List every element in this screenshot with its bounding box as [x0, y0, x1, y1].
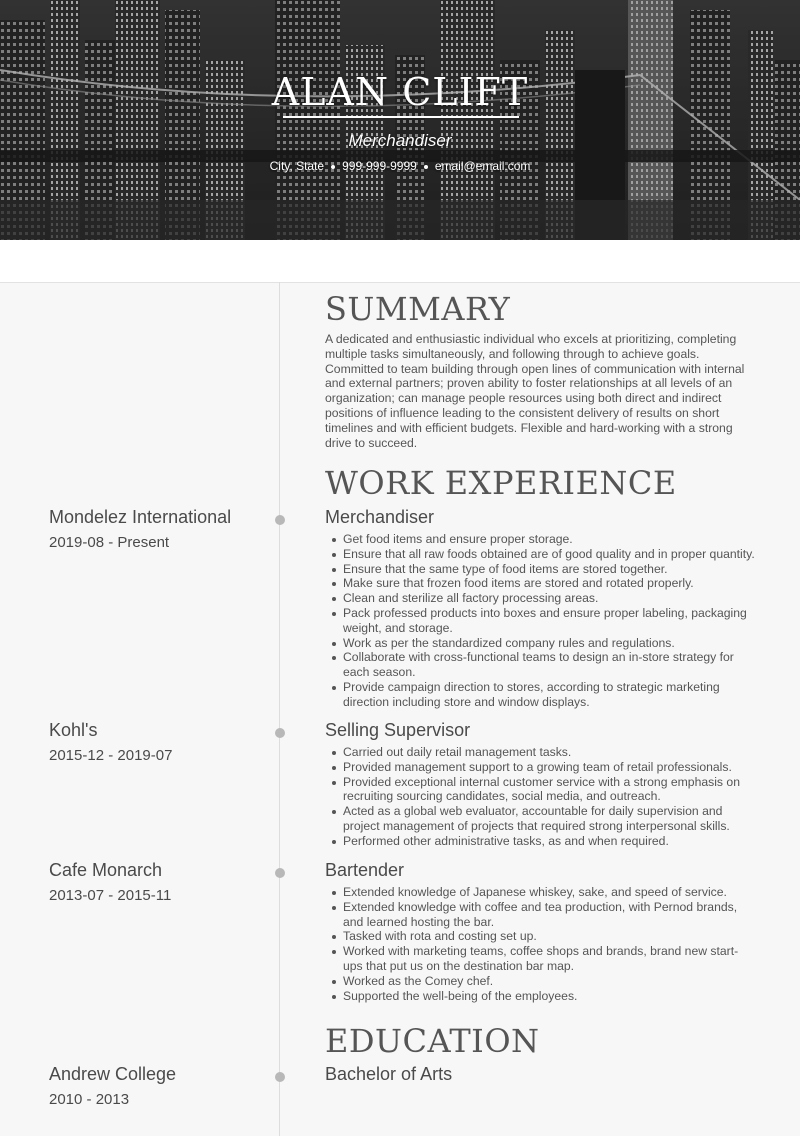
job-bullets — [325, 532, 757, 710]
summary-heading: SUMMARY — [325, 290, 511, 328]
job-title: Bartender — [325, 860, 405, 880]
job-company-block — [49, 720, 172, 764]
timeline-dot — [275, 1072, 285, 1082]
education-dates: 2010 - 2013 — [49, 1091, 130, 1108]
job-company: Mondelez International — [49, 507, 232, 527]
timeline-dot — [275, 868, 285, 878]
job-details — [325, 507, 757, 710]
list-item: Extended knowledge of Japanese whiskey, sake, and speed of service. — [325, 885, 757, 900]
job-bullets — [325, 885, 757, 1003]
list-item: Clean and sterilize all factory processing areas. — [325, 591, 757, 606]
job-dates: 2015-12 - 2019-07 — [49, 747, 173, 764]
list-item: Get food items and ensure proper storage. — [325, 532, 757, 547]
list-item: Worked as the Comey chef. — [325, 974, 757, 989]
job-dates: 2013-07 - 2015-11 — [49, 887, 172, 904]
list-item: Provided exceptional internal customer service with a strong emphasis on recruiting sourcing candidates, social media, and outreach. — [325, 775, 757, 805]
job-dates: 2019-08 - Present — [49, 534, 170, 551]
candidate-role: Merchandiser — [348, 131, 452, 150]
list-item: Ensure that all raw foods obtained are of good quality and in proper quantity. — [325, 547, 757, 562]
job-company: Kohl's — [49, 720, 98, 740]
list-item: Carried out daily retail management tasks. — [325, 745, 757, 760]
timeline-line — [279, 282, 280, 1136]
job-title: Merchandiser — [325, 507, 435, 527]
name-underline — [283, 116, 519, 118]
education-heading: EDUCATION — [325, 1022, 540, 1060]
separator-dot — [424, 165, 428, 169]
job-details — [325, 860, 757, 1003]
contact-line — [0, 159, 800, 173]
summary-text: A dedicated and enthusiastic individual who excels at prioritizing, completing multiple tasks simultaneously, and following through to achieve goals. Committed to team building through open lines of communication with internal and external partners; proven ability to foster relationships at all levels of an organization; can manage people resources using both direct and indirect positions of influence leading to the consistent delivery of results on short timelines and with efficient budgets. Flexible and hard-working with a strong drive to succeed. — [325, 332, 745, 450]
list-item: Worked with marketing teams, coffee shops and brands, brand new start-ups that put us on the destination bar map. — [325, 944, 757, 974]
contact-email: email@email.com — [434, 159, 531, 173]
city-skyline-image — [0, 0, 800, 240]
contact-phone: 999-999-9999 — [342, 159, 417, 173]
list-item: Make sure that frozen food items are stored and rotated properly. — [325, 576, 757, 591]
job-company: Cafe Monarch — [49, 860, 163, 880]
job-bullets — [325, 745, 757, 849]
education-details — [325, 1064, 757, 1089]
contact-location: City, State — [269, 159, 325, 173]
job-title: Selling Supervisor — [325, 720, 471, 740]
list-item: Work as per the standardized company rules and regulations. — [325, 636, 757, 651]
work-experience-heading: WORK EXPERIENCE — [325, 464, 677, 502]
list-item: Performed other administrative tasks, as and when required. — [325, 834, 757, 849]
list-item: Tasked with rota and costing set up. — [325, 929, 757, 944]
job-company-block — [49, 507, 231, 551]
list-item: Provided management support to a growing team of retail professionals. — [325, 760, 757, 775]
job-details — [325, 720, 757, 849]
list-item: Pack professed products into boxes and ensure proper labeling, packaging weight, and storage. — [325, 606, 757, 636]
candidate-name: ALAN CLIFT — [271, 70, 529, 114]
education-school: Andrew College — [49, 1064, 177, 1084]
list-item: Collaborate with cross-functional teams to design an in-store strategy for each season. — [325, 650, 757, 680]
job-company-block — [49, 860, 171, 904]
timeline-dot — [275, 515, 285, 525]
timeline-dot — [275, 728, 285, 738]
education-school-block — [49, 1064, 176, 1108]
header-banner — [0, 0, 800, 240]
education-degree: Bachelor of Arts — [325, 1064, 453, 1084]
list-item: Ensure that the same type of food items are stored together. — [325, 562, 757, 577]
separator-dot — [331, 165, 335, 169]
list-item: Extended knowledge with coffee and tea production, with Pernod brands, and learned hosting the bar. — [325, 900, 757, 930]
list-item: Supported the well-being of the employees. — [325, 989, 757, 1004]
list-item: Provide campaign direction to stores, according to strategic marketing direction including store and window displays. — [325, 680, 757, 710]
list-item: Acted as a global web evaluator, accountable for daily supervision and project management of projects that required strong interpersonal skills. — [325, 804, 757, 834]
